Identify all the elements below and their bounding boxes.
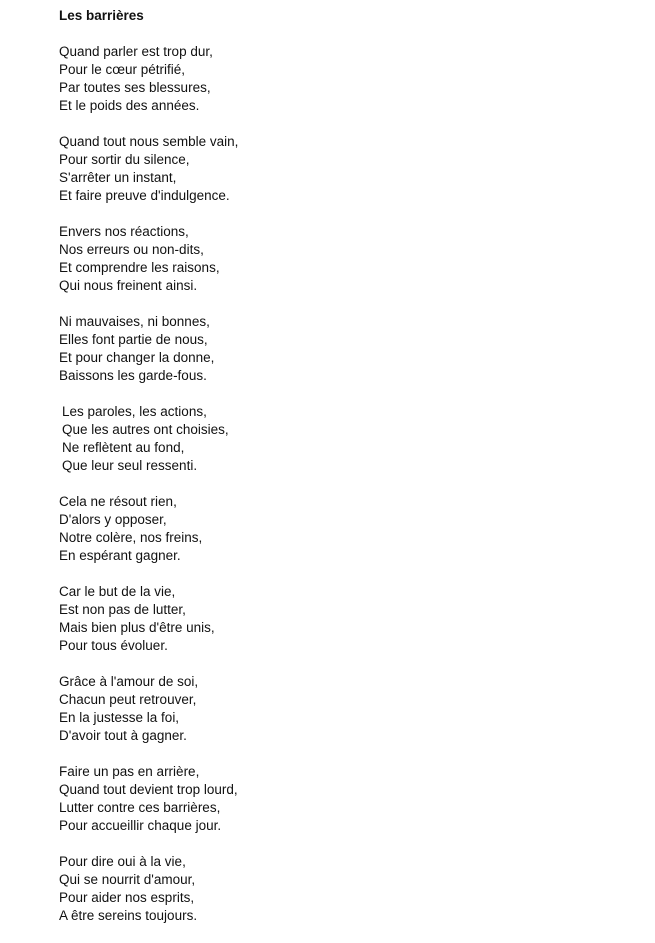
poem-line: Quand parler est trop dur, [59, 44, 213, 59]
poem-line: Qui nous freinent ainsi. [59, 278, 198, 293]
poem-line: Pour sortir du silence, [59, 152, 190, 167]
poem-line: Qui se nourrit d'amour, [59, 872, 196, 887]
stanza-2 [59, 133, 639, 205]
poem-line: Et comprendre les raisons, [59, 260, 220, 275]
stanza-8 [59, 673, 639, 745]
poem-line: Pour aider nos esprits, [59, 890, 195, 905]
poem-line: Lutter contre ces barrières, [59, 800, 221, 815]
poem-line: Envers nos réactions, [59, 224, 189, 239]
poem-line: D'avoir tout à gagner. [59, 728, 187, 743]
poem-line: Cela ne résout rien, [59, 494, 177, 509]
poem-line: Les paroles, les actions, [62, 404, 207, 419]
poem-line: Pour tous évoluer. [59, 638, 168, 653]
poem-line: Par toutes ses blessures, [59, 80, 211, 95]
stanza-7 [59, 583, 639, 655]
stanza-3 [59, 223, 639, 295]
poem-line: Quand tout devient trop lourd, [59, 782, 238, 797]
poem-line: Car le but de la vie, [59, 584, 176, 599]
stanza-10 [59, 853, 639, 925]
poem-line: Mais bien plus d'être unis, [59, 620, 215, 635]
poem-line: Notre colère, nos freins, [59, 530, 203, 545]
poem-line: Elles font partie de nous, [59, 332, 208, 347]
poem-line: Ni mauvaises, ni bonnes, [59, 314, 210, 329]
stanza-4 [59, 313, 639, 385]
poem-line: S'arrêter un instant, [59, 170, 177, 185]
poem-line: En la justesse la foi, [59, 710, 180, 725]
poem-line: D'alors y opposer, [59, 512, 167, 527]
poem-line: Grâce à l'amour de soi, [59, 674, 199, 689]
poem-line: Pour dire oui à la vie, [59, 854, 186, 869]
poem-body [59, 43, 639, 925]
poem-line: A être sereins toujours. [59, 908, 198, 923]
stanza-5 [59, 403, 639, 475]
poem-line: Et le poids des années. [59, 98, 200, 113]
poem-line: Et pour changer la donne, [59, 350, 215, 365]
stanza-6 [59, 493, 639, 565]
poem-line: Ne reflètent au fond, [62, 440, 185, 455]
poem-line: Chacun peut retrouver, [59, 692, 197, 707]
poem-line: En espérant gagner. [59, 548, 181, 563]
poem-line: Que les autres ont choisies, [62, 422, 229, 437]
poem-line: Que leur seul ressenti. [62, 458, 198, 473]
poem-title: Les barrières [59, 8, 144, 23]
poem-line: Faire un pas en arrière, [59, 764, 200, 779]
poem-line: Pour accueillir chaque jour. [59, 818, 222, 833]
poem-line: Quand tout nous semble vain, [59, 134, 239, 149]
poem-line: Est non pas de lutter, [59, 602, 186, 617]
poem-line: Baissons les garde-fous. [59, 368, 207, 383]
document-page [59, 7, 639, 943]
stanza-1 [59, 43, 639, 115]
poem-line: Pour le cœur pétrifié, [59, 62, 186, 77]
poem-line: Nos erreurs ou non-dits, [59, 242, 204, 257]
stanza-9 [59, 763, 639, 835]
poem-line: Et faire preuve d'indulgence. [59, 188, 230, 203]
